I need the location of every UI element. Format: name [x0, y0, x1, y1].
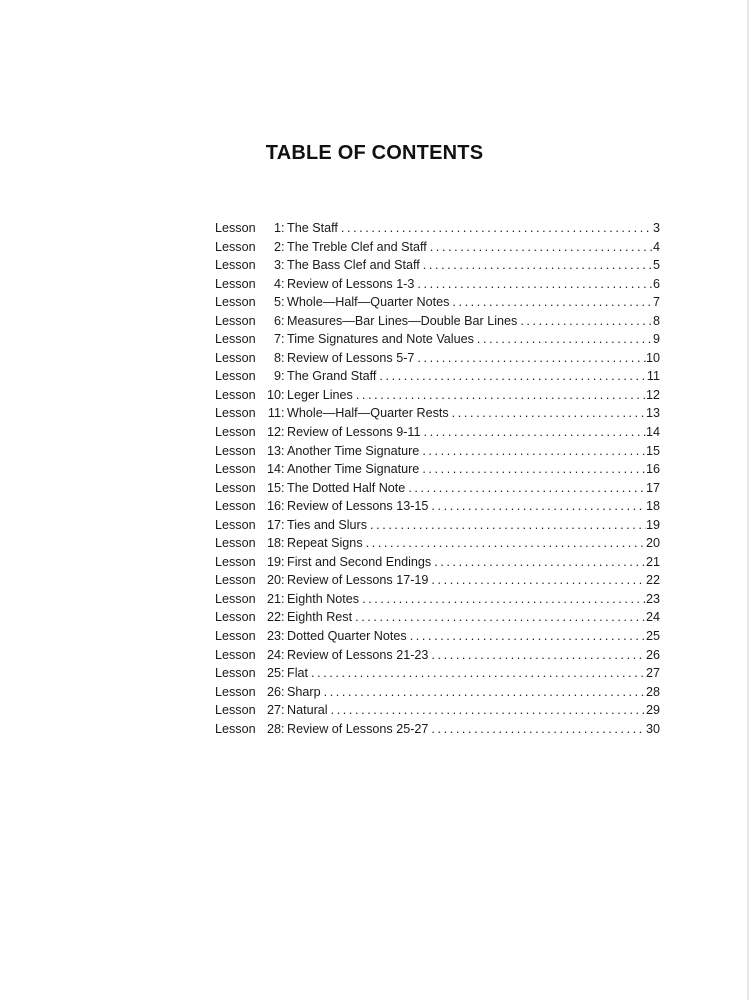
lesson-label [215, 442, 287, 461]
toc-entry [215, 367, 660, 386]
lesson-title: Repeat Signs [287, 536, 363, 551]
toc-entry [215, 627, 660, 646]
lesson-word: Lesson [215, 425, 256, 440]
lesson-number: 20 [266, 573, 281, 588]
lesson-title: Review of Lessons 5-7 [287, 350, 415, 365]
lesson-title: Time Signatures and Note Values [287, 332, 474, 347]
page-number: 17 [645, 480, 660, 495]
page-number: 26 [645, 647, 660, 662]
lesson-word: Lesson [215, 721, 256, 736]
dot-leader [359, 590, 646, 609]
lesson-number: 19 [266, 554, 281, 569]
lesson-word: Lesson [215, 369, 256, 384]
lesson-label [215, 608, 287, 627]
toc-entry [215, 423, 660, 442]
dot-leader [363, 534, 646, 553]
page-number: 24 [645, 610, 660, 625]
entry-body [287, 664, 660, 683]
toc-entry [215, 349, 660, 368]
page-number: 23 [645, 591, 660, 606]
page-title: TABLE OF CONTENTS [265, 142, 484, 164]
lesson-number: 14 [266, 462, 281, 477]
lesson-colon: : [281, 499, 285, 514]
lesson-title: Leger Lines [287, 387, 353, 402]
lesson-word: Lesson [215, 536, 256, 551]
lesson-colon: : [281, 480, 285, 495]
toc-entry [215, 460, 660, 479]
lesson-number: 15 [266, 480, 281, 495]
lesson-word: Lesson [215, 295, 256, 310]
page-number: 20 [645, 536, 660, 551]
lesson-number: 27 [266, 703, 281, 718]
dot-leader [407, 627, 646, 646]
dot-leader [367, 516, 646, 535]
dot-leader [414, 349, 646, 368]
toc-entry [215, 571, 660, 590]
page-number: 6 [652, 276, 660, 291]
lesson-number: 6 [273, 313, 281, 328]
lesson-label [215, 701, 287, 720]
page-number: 10 [645, 350, 660, 365]
lesson-number: 12 [266, 425, 281, 440]
page-number: 8 [652, 313, 660, 328]
lesson-title: Natural [287, 703, 328, 718]
page-number: 27 [645, 666, 660, 681]
lesson-number: 26 [266, 684, 281, 699]
lesson-label [215, 330, 287, 349]
toc-entry [215, 256, 660, 275]
lesson-label [215, 683, 287, 702]
table-of-contents [215, 219, 660, 738]
lesson-word: Lesson [215, 221, 256, 235]
entry-body [287, 404, 660, 423]
page-number: 12 [645, 387, 660, 402]
lesson-number: 3 [273, 258, 281, 273]
lesson-label [215, 312, 287, 331]
dot-leader [428, 497, 646, 516]
entry-body [287, 553, 660, 572]
page-number: 16 [645, 462, 660, 477]
lesson-word: Lesson [215, 610, 256, 625]
lesson-word: Lesson [215, 517, 256, 532]
dot-leader [420, 256, 653, 275]
lesson-number: 21 [266, 591, 281, 606]
dot-leader [431, 553, 646, 572]
page-number: 13 [645, 406, 660, 421]
lesson-label [215, 275, 287, 294]
lesson-colon: : [281, 295, 285, 310]
lesson-number: 13 [266, 443, 281, 458]
entry-body [287, 312, 660, 331]
entry-body [287, 720, 660, 739]
dot-leader [352, 608, 646, 627]
lesson-label [215, 404, 287, 423]
lesson-title: The Bass Clef and Staff [287, 258, 420, 273]
lesson-label [215, 534, 287, 553]
lesson-label [215, 590, 287, 609]
toc-entry [215, 590, 660, 609]
entry-body [287, 460, 660, 479]
lesson-colon: : [281, 684, 285, 699]
entry-body [287, 275, 660, 294]
dot-leader [428, 720, 646, 739]
lesson-word: Lesson [215, 499, 256, 514]
lesson-number: 2 [273, 239, 281, 254]
lesson-number: 11 [267, 406, 281, 421]
lesson-title: Ties and Slurs [287, 517, 368, 532]
lesson-colon: : [281, 591, 285, 606]
toc-entry [215, 701, 660, 720]
lesson-word: Lesson [215, 573, 256, 588]
page-number: 18 [645, 499, 660, 514]
entry-body [287, 442, 660, 461]
lesson-label [215, 349, 287, 368]
lesson-title: Dotted Quarter Notes [287, 629, 407, 644]
lesson-colon: : [281, 350, 285, 365]
lesson-title: Review of Lessons 1-3 [287, 276, 415, 291]
toc-entry [215, 720, 660, 739]
page-number: 28 [645, 684, 660, 699]
lesson-number: 17 [266, 517, 281, 532]
lesson-number: 9 [273, 369, 281, 384]
dot-leader [474, 330, 653, 349]
lesson-colon: : [281, 332, 285, 347]
lesson-label [215, 627, 287, 646]
lesson-colon: : [281, 221, 285, 235]
toc-entry [215, 646, 660, 665]
lesson-number: 5 [273, 295, 281, 310]
lesson-title: The Staff [287, 221, 338, 235]
lesson-label [215, 219, 287, 238]
lesson-colon: : [281, 666, 285, 681]
lesson-label [215, 460, 287, 479]
dot-leader [321, 683, 646, 702]
lesson-title: The Treble Clef and Staff [287, 239, 427, 254]
dot-leader [449, 293, 653, 312]
lesson-title: Another Time Signature [287, 443, 420, 458]
lesson-word: Lesson [215, 591, 256, 606]
toc-entry [215, 275, 660, 294]
entry-body [287, 238, 660, 257]
page-number: 30 [645, 721, 660, 736]
entry-body [287, 701, 660, 720]
lesson-number: 23 [266, 629, 281, 644]
dot-leader [449, 404, 646, 423]
lesson-word: Lesson [215, 443, 256, 458]
lesson-label [215, 293, 287, 312]
page-number: 11 [646, 369, 660, 384]
lesson-word: Lesson [215, 239, 256, 254]
lesson-colon: : [281, 573, 285, 588]
lesson-colon: : [281, 554, 285, 569]
toc-entry [215, 608, 660, 627]
lesson-title: Flat [287, 666, 308, 681]
toc-entry [215, 330, 660, 349]
lesson-colon: : [281, 721, 285, 736]
dot-leader [376, 367, 647, 386]
page-number: 19 [645, 517, 660, 532]
lesson-number: 18 [266, 536, 281, 551]
lesson-label [215, 646, 287, 665]
lesson-word: Lesson [215, 703, 256, 718]
dot-leader [405, 479, 646, 498]
lesson-colon: : [281, 462, 285, 477]
lesson-number: 4 [273, 276, 281, 291]
toc-entry [215, 479, 660, 498]
lesson-title: Review of Lessons 13-15 [287, 499, 429, 514]
entry-body [287, 571, 660, 590]
lesson-number: 25 [266, 666, 281, 681]
entry-body [287, 293, 660, 312]
lesson-title: Whole—Half—Quarter Notes [287, 295, 450, 310]
lesson-label [215, 238, 287, 257]
entry-body [287, 256, 660, 275]
page-number: 21 [645, 554, 660, 569]
entry-body [287, 423, 660, 442]
lesson-colon: : [281, 276, 285, 291]
entry-body [287, 516, 660, 535]
lesson-number: 16 [266, 499, 281, 514]
dot-leader [427, 238, 653, 257]
lesson-colon: : [281, 517, 285, 532]
lesson-title: Review of Lessons 17-19 [287, 573, 429, 588]
toc-entry [215, 312, 660, 331]
lesson-word: Lesson [215, 350, 256, 365]
page-number: 25 [645, 629, 660, 644]
lesson-number: 28 [266, 721, 281, 736]
entry-body [287, 330, 660, 349]
lesson-colon: : [281, 610, 285, 625]
dot-leader [414, 275, 653, 294]
lesson-colon: : [281, 647, 285, 662]
lesson-title: Eighth Rest [287, 610, 353, 625]
toc-entry [215, 664, 660, 683]
lesson-number: 7 [273, 332, 281, 347]
entry-body [287, 646, 660, 665]
toc-entry [215, 219, 660, 238]
dot-leader [338, 219, 653, 238]
toc-entry [215, 683, 660, 702]
lesson-colon: : [281, 443, 285, 458]
lesson-title: Review of Lessons 21-23 [287, 647, 429, 662]
dot-leader [353, 386, 646, 405]
lesson-word: Lesson [215, 313, 256, 328]
lesson-label [215, 553, 287, 572]
entry-body [287, 219, 660, 238]
entry-body [287, 497, 660, 516]
lesson-word: Lesson [215, 480, 256, 495]
page-number: 29 [645, 703, 660, 718]
dot-leader [328, 701, 646, 720]
lesson-word: Lesson [215, 332, 256, 347]
dot-leader [419, 460, 646, 479]
page-number: 5 [652, 258, 660, 273]
lesson-colon: : [281, 629, 285, 644]
lesson-colon: : [281, 536, 285, 551]
page-number: 3 [652, 221, 660, 235]
lesson-colon: : [281, 313, 285, 328]
toc-entry [215, 238, 660, 257]
entry-body [287, 386, 660, 405]
page-number: 9 [652, 332, 660, 347]
toc-entry [215, 404, 660, 423]
lesson-title: Another Time Signature [287, 462, 420, 477]
lesson-title: Eighth Notes [287, 591, 360, 606]
entry-body [287, 349, 660, 368]
lesson-label [215, 497, 287, 516]
entry-body [287, 534, 660, 553]
lesson-number: 22 [266, 610, 281, 625]
lesson-colon: : [281, 369, 285, 384]
lesson-title: Measures—Bar Lines—Double Bar Lines [287, 313, 518, 328]
toc-entry [215, 534, 660, 553]
lesson-number: 24 [266, 647, 281, 662]
lesson-title: Review of Lessons 25-27 [287, 721, 429, 736]
dot-leader [420, 423, 646, 442]
toc-entry [215, 497, 660, 516]
page-number: 7 [652, 295, 660, 310]
dot-leader [517, 312, 653, 331]
page-number: 15 [645, 443, 660, 458]
lesson-title: Sharp [287, 684, 321, 699]
entry-body [287, 590, 660, 609]
lesson-label [215, 386, 287, 405]
lesson-colon: : [281, 258, 285, 273]
entry-body [287, 479, 660, 498]
lesson-title: The Dotted Half Note [287, 480, 406, 495]
lesson-word: Lesson [215, 554, 256, 569]
entry-body [287, 627, 660, 646]
lesson-number: 8 [273, 350, 281, 365]
toc-entry [215, 553, 660, 572]
lesson-number: 1 [273, 221, 281, 235]
lesson-label [215, 516, 287, 535]
toc-entry [215, 386, 660, 405]
lesson-word: Lesson [215, 276, 256, 291]
lesson-title: The Grand Staff [287, 369, 377, 384]
lesson-colon: : [281, 425, 285, 440]
lesson-number: 10 [266, 387, 281, 402]
page-number: 14 [645, 425, 660, 440]
lesson-colon: : [281, 406, 285, 421]
lesson-word: Lesson [215, 666, 256, 681]
lesson-label [215, 423, 287, 442]
lesson-label [215, 664, 287, 683]
entry-body [287, 367, 660, 386]
entry-body [287, 608, 660, 627]
lesson-label [215, 367, 287, 386]
lesson-title: Review of Lessons 9-11 [287, 425, 421, 440]
lesson-title: Whole—Half—Quarter Rests [287, 406, 449, 421]
dot-leader [428, 571, 646, 590]
lesson-colon: : [281, 239, 285, 254]
lesson-label [215, 720, 287, 739]
lesson-label [215, 571, 287, 590]
lesson-word: Lesson [215, 406, 256, 421]
page-number: 22 [645, 573, 660, 588]
lesson-colon: : [281, 703, 285, 718]
lesson-word: Lesson [215, 647, 256, 662]
toc-entry [215, 293, 660, 312]
toc-entry [215, 442, 660, 461]
lesson-word: Lesson [215, 684, 256, 699]
lesson-word: Lesson [215, 629, 256, 644]
lesson-label [215, 479, 287, 498]
toc-entry [215, 516, 660, 535]
dot-leader [308, 664, 646, 683]
lesson-word: Lesson [215, 387, 256, 402]
lesson-colon: : [281, 387, 285, 402]
dot-leader [419, 442, 646, 461]
lesson-title: First and Second Endings [287, 554, 432, 569]
dot-leader [428, 646, 646, 665]
lesson-word: Lesson [215, 462, 256, 477]
page-number: 4 [652, 239, 660, 254]
lesson-label [215, 256, 287, 275]
lesson-word: Lesson [215, 258, 256, 273]
entry-body [287, 683, 660, 702]
